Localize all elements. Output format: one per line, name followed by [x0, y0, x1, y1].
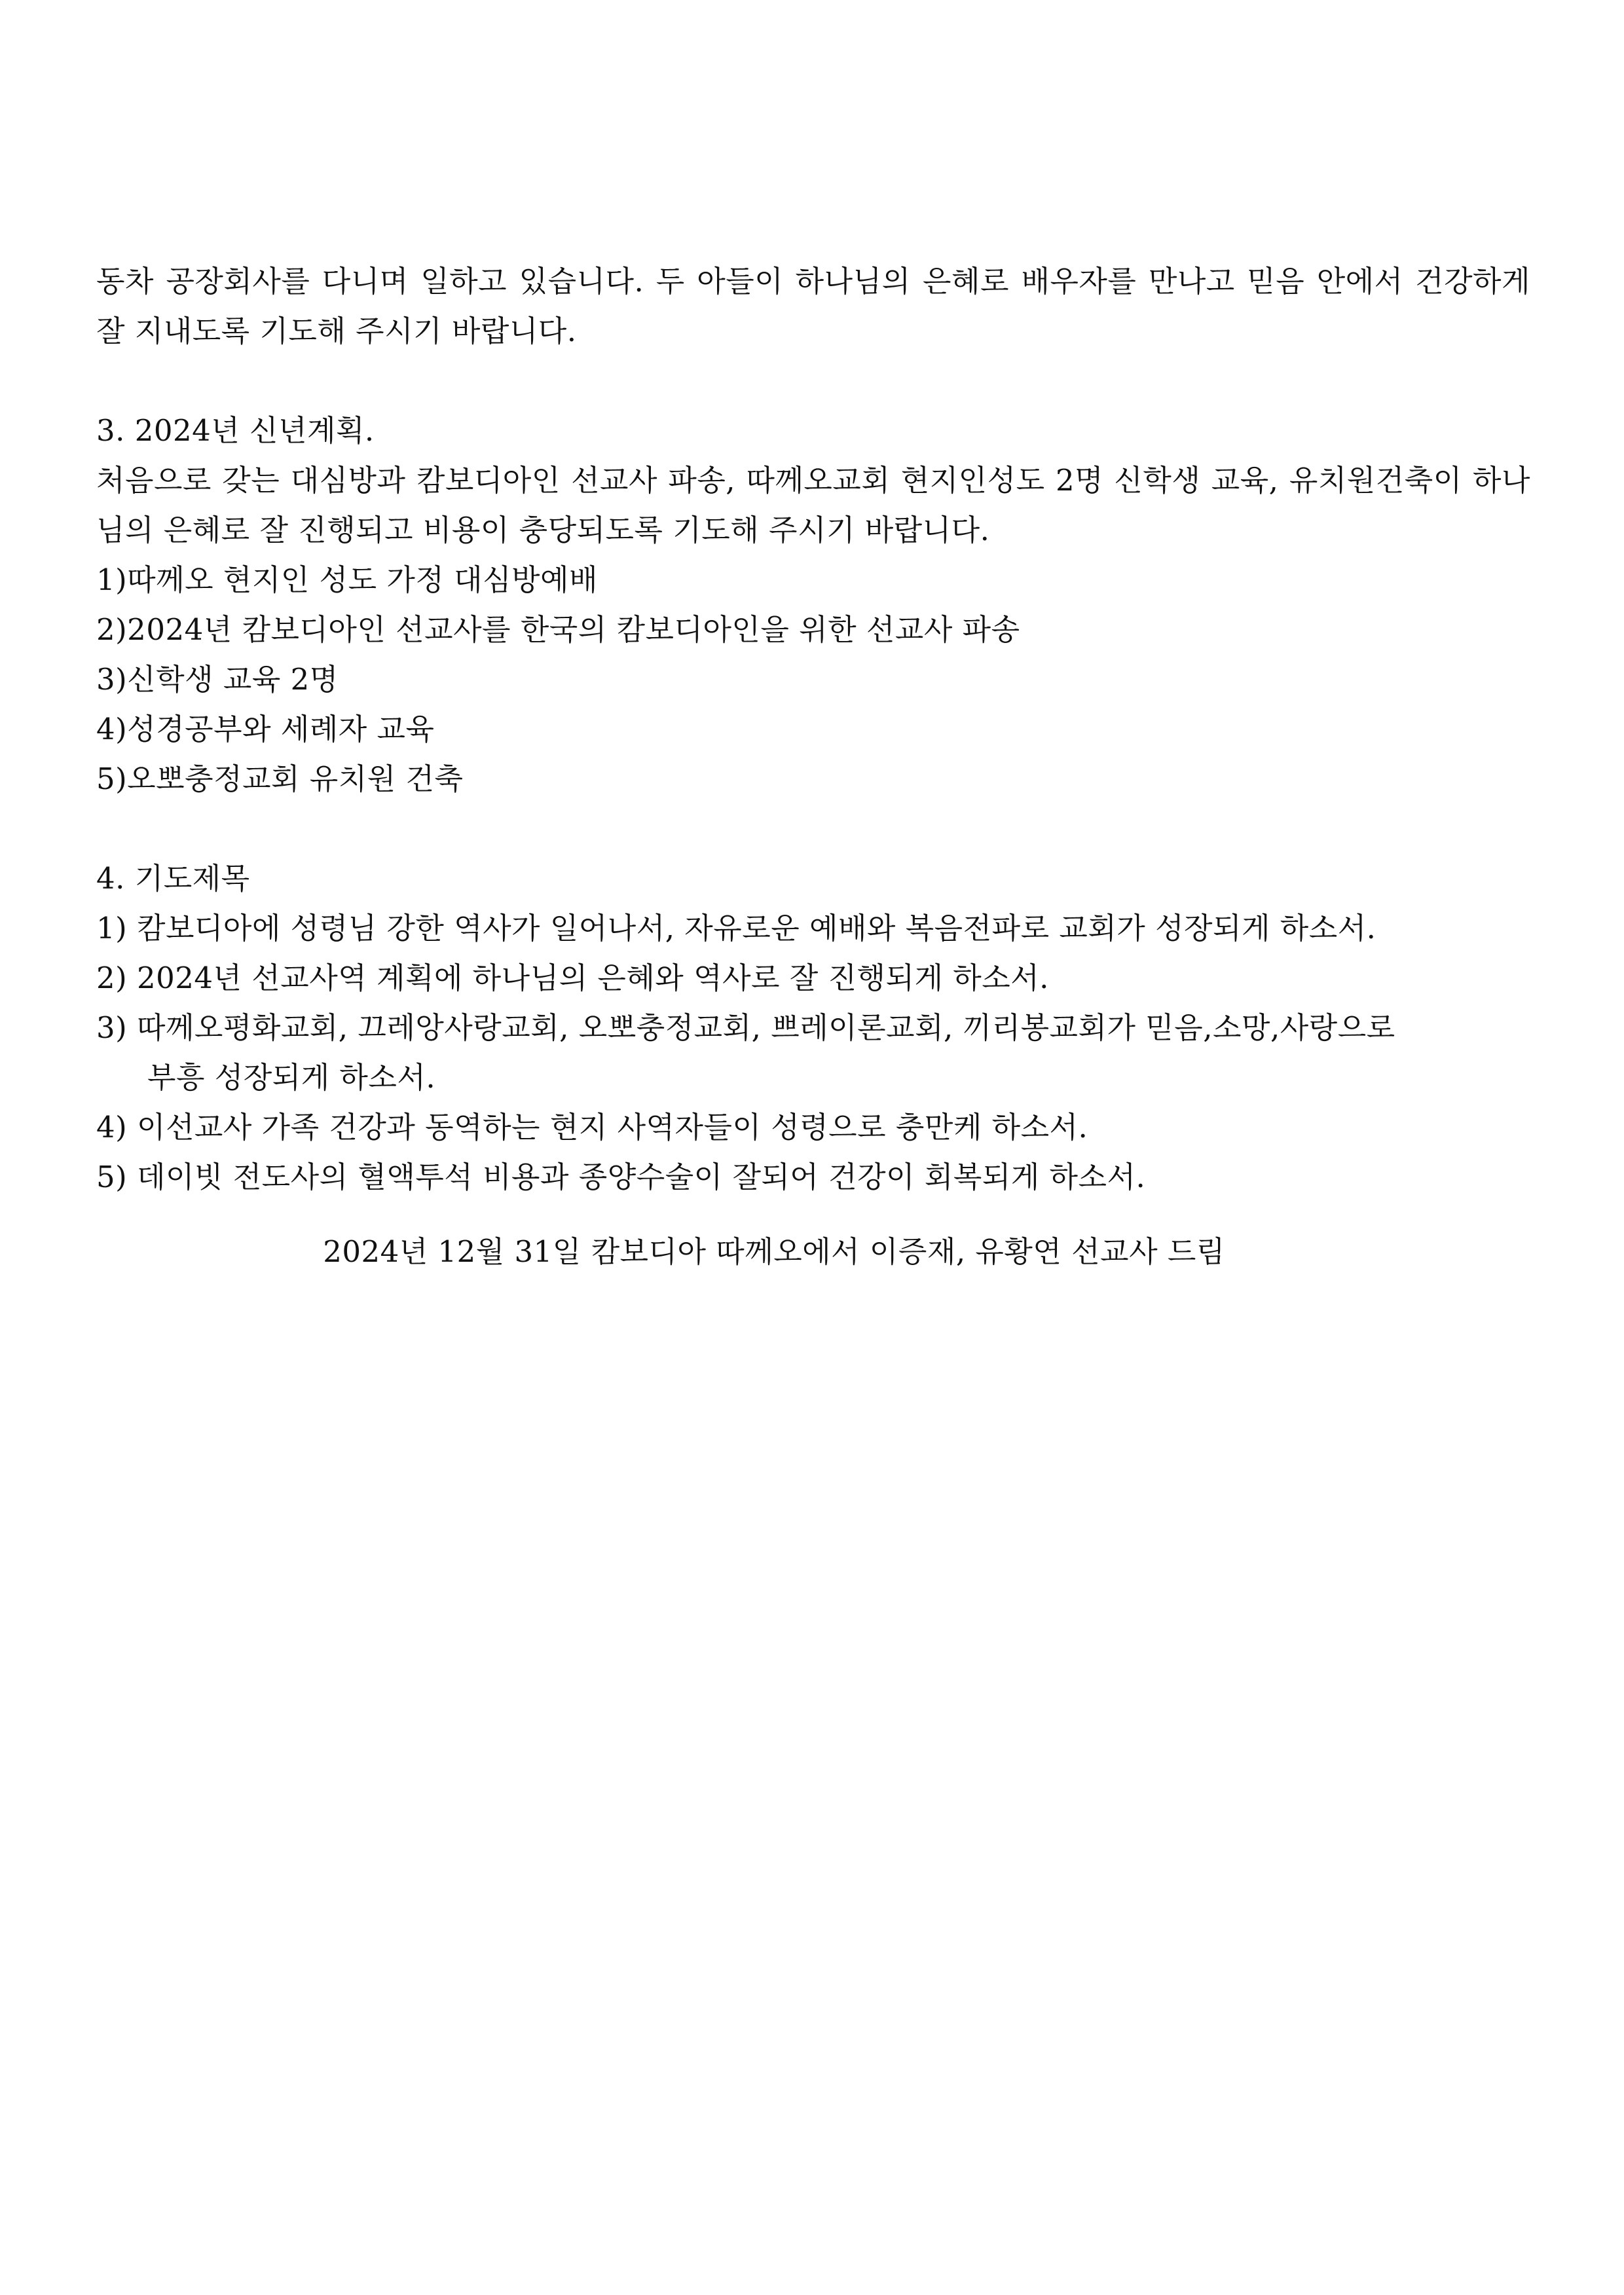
prayer-item	[96, 953, 1530, 1003]
plan-paragraph: 처음으로 갖는 대심방과 캄보디아인 선교사 파송, 따께오교회 현지인성도 2명 신학생 교육, 유치원건축이 하나님의 은혜로 잘 진행되고 비용이 충당되도록 기도해 주시기 바랍니다.	[96, 463, 1530, 547]
prayer-item	[96, 1003, 1530, 1103]
intro-paragraph: 동차 공장회사를 다니며 일하고 있습니다. 두 아들이 하나님의 은혜로 배우자를 만나고 믿음 안에서 건강하게 잘 지내도록 기도해 주시기 바랍니다.	[96, 264, 1530, 348]
spacer	[96, 804, 1530, 854]
prayer-heading: 4. 기도제목	[96, 861, 250, 896]
plan-item: 4)성경공부와 세례자 교육	[96, 712, 435, 746]
plan-item: 1)따께오 현지인 성도 가정 대심방예배	[96, 562, 598, 597]
letter-body	[96, 257, 1530, 1277]
prayer-item-text: 1) 캄보디아에 성령님 강한 역사가 일어나서, 자유로운 예배와 복음전파로 교회가 성장되게 하소서.	[96, 911, 1376, 946]
prayer-item-text: 3) 따께오평화교회, 끄레앙사랑교회, 오뽀충정교회, 쁘레이론교회, 끼리봉교회가 믿음,소망,사랑으로	[96, 1010, 1395, 1045]
prayer-item	[96, 904, 1530, 953]
plan-heading: 3. 2024년 신년계획.	[96, 413, 375, 448]
signature-line: 2024년 12월 31일 캄보디아 따께오에서 이증재, 유황연 선교사 드림	[323, 1234, 1225, 1269]
plan-item: 2)2024년 캄보디아인 선교사를 한국의 캄보디아인을 위한 선교사 파송	[96, 612, 1020, 647]
prayer-item-text: 5) 데이빗 전도사의 혈액투석 비용과 종양수술이 잘되어 건강이 회복되게 하소서.	[96, 1160, 1146, 1194]
prayer-item-text: 2) 2024년 선교사역 계획에 하나님의 은혜와 역사로 잘 진행되게 하소서.	[96, 961, 1049, 995]
spacer	[96, 356, 1530, 406]
spacer	[96, 1202, 1530, 1227]
plan-item: 3)신학생 교육 2명	[96, 662, 339, 697]
prayer-item	[96, 1103, 1530, 1152]
prayer-item	[96, 1152, 1530, 1202]
prayer-item-continuation: 부흥 성장되게 하소서.	[147, 1060, 436, 1095]
plan-item: 5)오뽀충정교회 유치원 건축	[96, 762, 464, 796]
prayer-item-text: 4) 이선교사 가족 건강과 동역하는 현지 사역자들이 성령으로 충만케 하소서.	[96, 1110, 1088, 1145]
